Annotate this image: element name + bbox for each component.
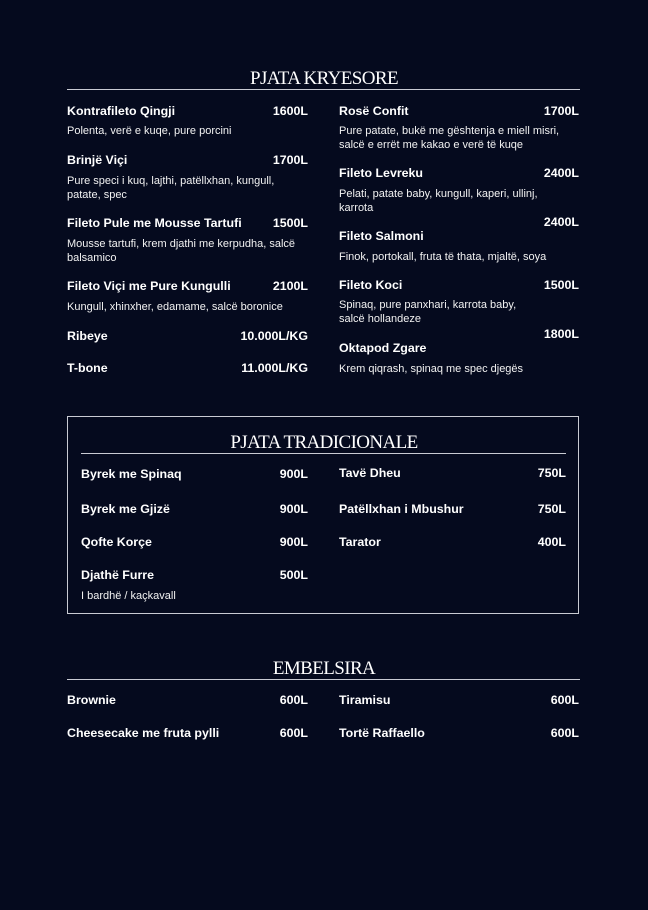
item-description: Spinaq, pure panxhari, karrota baby, salcë hollandeze bbox=[339, 299, 517, 325]
item-description: Polenta, verë e kuqe, pure porcini bbox=[67, 125, 232, 137]
item-name: Djathë Furre bbox=[81, 568, 154, 582]
item-name: Kontrafileto Qingji bbox=[67, 104, 176, 118]
section-title-desserts: EMBELSIRA bbox=[272, 658, 376, 679]
item-name: Byrek me Spinaq bbox=[81, 467, 182, 481]
item-name: Tiramisu bbox=[339, 693, 391, 707]
item-description: Mousse tartufi, krem djathi me kerpudha, salcë balsamico bbox=[67, 238, 296, 264]
item-price: 1500L bbox=[272, 216, 308, 230]
item-name: Cheesecake me fruta pylli bbox=[67, 726, 220, 740]
item-price: 750L bbox=[537, 502, 566, 516]
divider bbox=[67, 679, 580, 680]
item-description: Pelati, patate baby, kungull, kaperi, ullinj, karrota bbox=[339, 188, 538, 214]
item-name: Brownie bbox=[67, 693, 116, 707]
item-name: Patëllxhan i Mbushur bbox=[339, 502, 464, 516]
item-name: Tortë Raffaello bbox=[339, 726, 425, 740]
item-price: 900L bbox=[279, 502, 308, 516]
item-price: 1700L bbox=[272, 153, 308, 167]
item-price: 11.000L/KG bbox=[241, 361, 308, 375]
item-price: 750L bbox=[537, 466, 566, 480]
item-name: Fileto Pule me Mousse Tartufi bbox=[67, 216, 242, 230]
item-name: Brinjë Viçi bbox=[67, 153, 128, 167]
item-name: Fileto Levreku bbox=[339, 166, 424, 180]
item-description: Finok, portokall, fruta të thata, mjaltë, soya bbox=[339, 251, 547, 263]
item-price: 900L bbox=[279, 535, 308, 549]
item-price: 1700L bbox=[543, 104, 579, 118]
section-title-main: PJATA KRYESORE bbox=[250, 68, 398, 89]
item-price: 600L bbox=[550, 693, 579, 707]
item-name: Tavë Dheu bbox=[339, 466, 401, 480]
item-description: I bardhë / kaçkavall bbox=[81, 590, 176, 602]
item-name: Byrek me Gjizë bbox=[81, 502, 170, 516]
divider bbox=[67, 89, 580, 90]
item-name: Rosë Confit bbox=[339, 104, 409, 118]
item-price: 400L bbox=[537, 535, 566, 549]
section-title-traditional: PJATA TRADICIONALE bbox=[230, 432, 418, 453]
item-name: Fileto Koci bbox=[339, 278, 403, 292]
item-price: 600L bbox=[279, 726, 308, 740]
item-price: 1500L bbox=[543, 278, 579, 292]
divider bbox=[81, 453, 566, 454]
item-price: 10.000L/KG bbox=[240, 329, 308, 343]
item-name: Tarator bbox=[339, 535, 381, 549]
item-description: Krem qiqrash, spinaq me spec djegës bbox=[339, 363, 524, 375]
item-price: 2400L bbox=[543, 166, 579, 180]
item-price: 600L bbox=[550, 726, 579, 740]
item-name: Oktapod Zgare bbox=[339, 341, 427, 355]
item-description: Pure patate, bukë me gështenja e miell misri, salcë e errët me kakao e verë të kuqe bbox=[339, 125, 560, 151]
item-name: Qofte Korçe bbox=[81, 535, 152, 549]
item-price: 2100L bbox=[272, 279, 308, 293]
item-description: Pure speci i kuq, lajthi, patëllxhan, kungull, patate, spec bbox=[67, 175, 275, 201]
item-name: Fileto Viçi me Pure Kungulli bbox=[67, 279, 231, 293]
item-name: Fileto Salmoni bbox=[339, 229, 424, 243]
item-name: T-bone bbox=[67, 361, 108, 375]
item-price: 2400L bbox=[543, 215, 579, 229]
item-description: Kungull, xhinxher, edamame, salcë boronice bbox=[67, 301, 283, 313]
item-price: 900L bbox=[279, 467, 308, 481]
item-price: 1600L bbox=[272, 104, 308, 118]
item-price: 1800L bbox=[543, 327, 579, 341]
item-price: 500L bbox=[279, 568, 308, 582]
item-price: 600L bbox=[279, 693, 308, 707]
item-name: Ribeye bbox=[67, 329, 108, 343]
